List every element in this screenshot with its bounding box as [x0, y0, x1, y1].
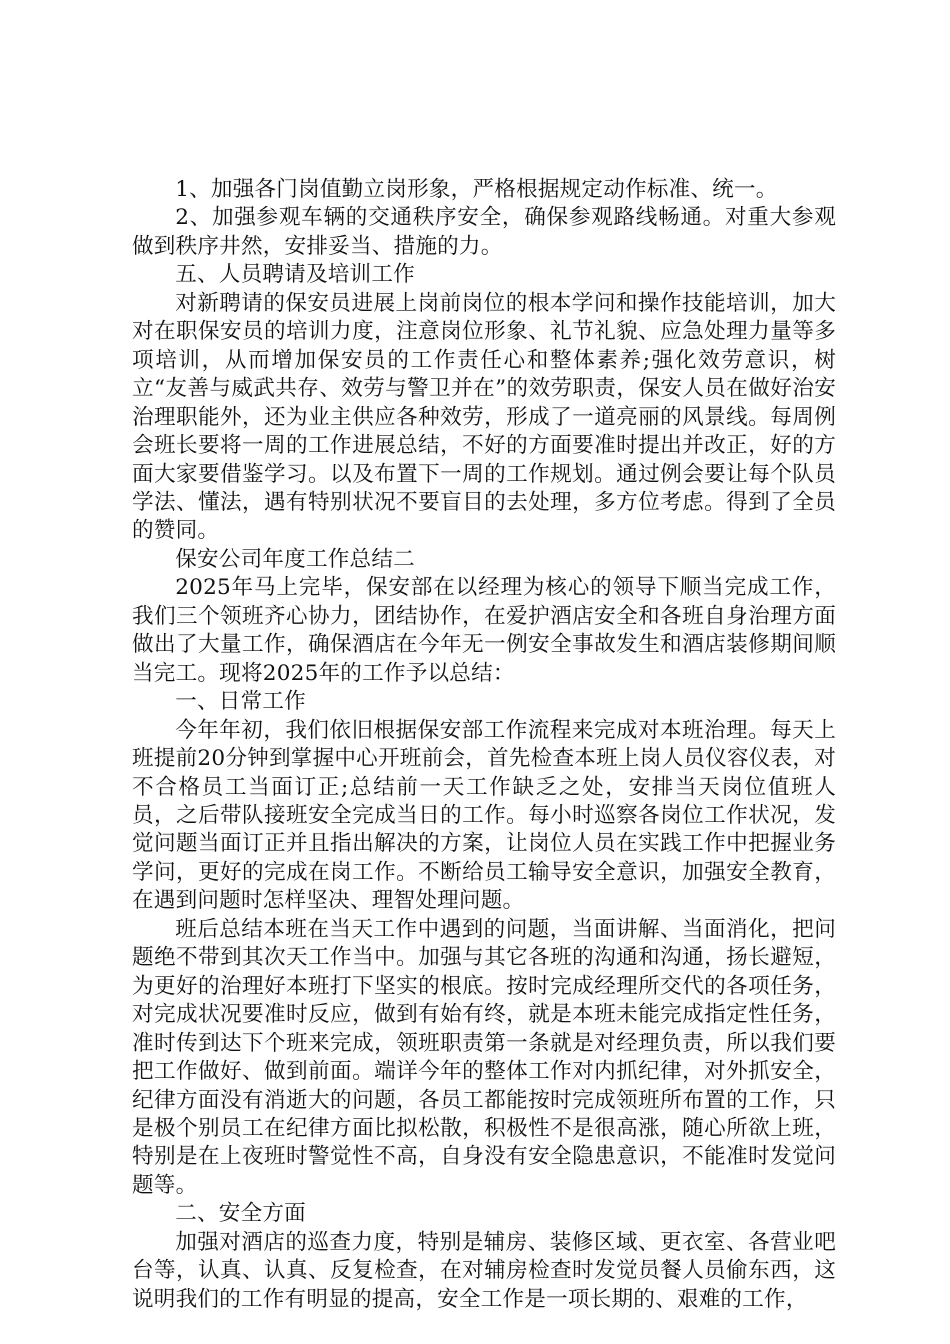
paragraph-safety-patrol: 加强对酒店的巡查力度，特别是辅房、装修区域、更衣室、各营业吧台等，认真、认真、反复检查，在对辅房检查时发觉员餐人员偷东西，这说明我们的工作有明显的提高，安全工作是一项长期的、艰难的工作，	[132, 1229, 836, 1312]
paragraph-vehicle-traffic: 2、加强参观车辆的交通秩序安全，确保参观路线畅通。对重大参观做到秩序井然，安排妥当、措施的力。	[132, 205, 836, 259]
section-heading-hiring-training: 五、人员聘请及培训工作	[175, 262, 415, 288]
section-heading-safety: 二、安全方面	[175, 1201, 306, 1227]
document-body	[132, 176, 836, 1314]
paragraph-after-shift-summary: 班后总结本班在当天工作中遇到的问题，当面讲解、当面消化，把问题绝不带到其次天工作当中。加强与其它各班的沟通和沟通，扬长避短，为更好的治理好本班打下坚实的根底。按时完成经理所交代的各项任务，对完成状况要准时反应，做到有始有终，就是本班未能完成指定性任务，准时传到达下个班来完成，领班职责第一条就是对经理负责，所以我们要把工作做好、做到前面。端详今年的整体工作对内抓纪律，对外抓安全，纪律方面没有消逝大的问题，各员工都能按时完成领班所布置的工作，只是极个别员工在纪律方面比拟松散，积极性不是很高涨，随心所欲上班，特别是在上夜班时警觉性不高，自身没有安全隐患意识，不能准时发觉问题等。	[132, 916, 836, 1198]
paragraph-daily-work: 今年年初，我们依旧根据保安部工作流程来完成对本班治理。每天上班提前20分钟到掌握中心开班前会，首先检查本班上岗人员仪容仪表，对不合格员工当面订正;总结前一天工作缺乏之处，安排当天岗位值班人员，之后带队接班安全完成当日的工作。每小时巡察各岗位工作状况，发觉问题当面订正并且指出解决的方案，让岗位人员在实践工作中把握业务学问，更好的完成在岗工作。不断给员工输导安全意识，加强安全教育，在遇到问题时怎样坚决、理智处理问题。	[132, 717, 836, 914]
paragraph-hiring-training: 对新聘请的保安员进展上岗前岗位的根本学问和操作技能培训，加大对在职保安员的培训力度，注意岗位形象、礼节礼貌、应急处理力量等多项培训，从而增加保安员的工作责任心和整体素养;强化效劳意识，树立“友善与威武共存、效劳与警卫并在”的效劳职责，保安人员在做好治安治理职能外，还为业主供应各种效劳，形成了一道亮丽的风景线。每周例会班长要将一周的工作进展总结，不好的方面要准时提出并改正，好的方面大家要借鉴学习。以及布置下一周的工作规划。通过例会要让每个队员学法、懂法，遇有特别状况不要盲目的去处理，多方位考虑。得到了全员的赞同。	[132, 290, 836, 544]
document-title-summary-two: 保安公司年度工作总结二	[175, 546, 415, 572]
section-heading-daily-work: 一、日常工作	[175, 689, 306, 715]
paragraph-gate-posture: 1、加强各门岗值勤立岗形象，严格根据规定动作标准、统一。	[175, 177, 778, 202]
paragraph-year-intro: 2025年马上完毕，保安部在以经理为核心的领导下顺当完成工作，我们三个领班齐心协力，团结协作，在爱护酒店安全和各班自身治理方面做出了大量工作，确保酒店在今年无一例安全事故发生和酒店装修期间顺当完工。现将2025年的工作予以总结：	[132, 575, 836, 686]
